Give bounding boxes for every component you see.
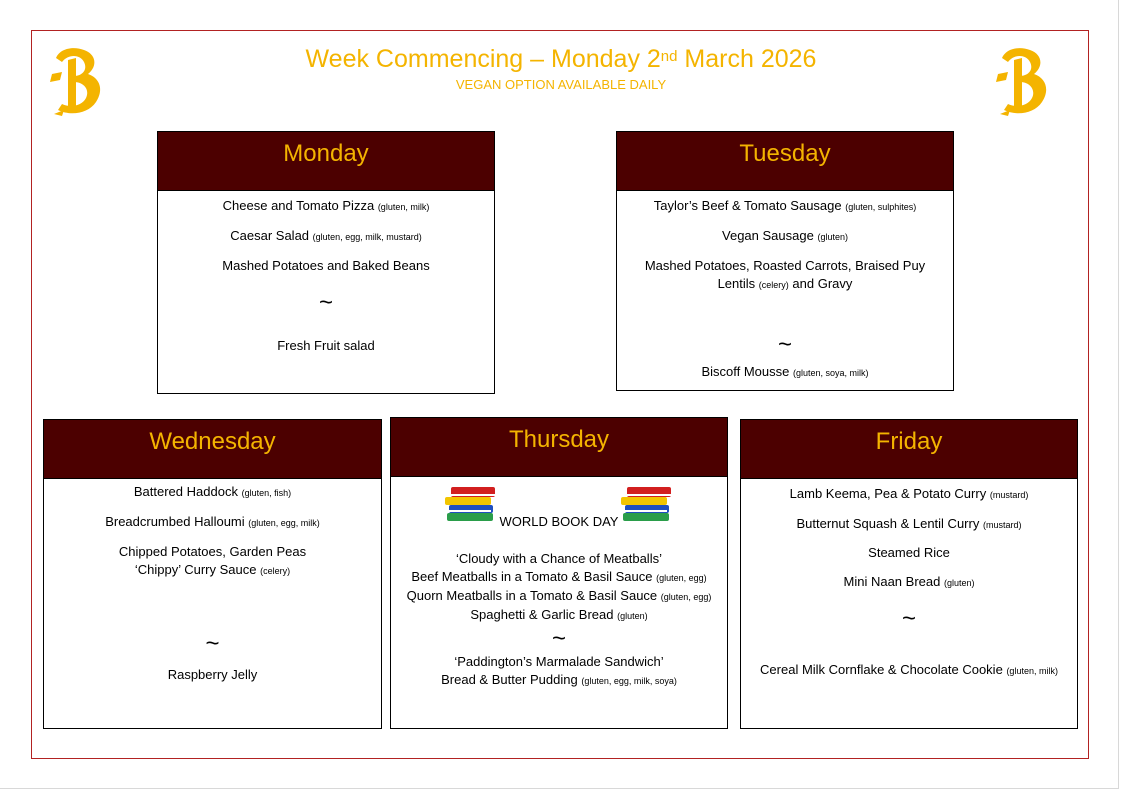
dish-name: Butternut Squash & Lentil Curry (796, 516, 980, 531)
dessert-item (751, 661, 1067, 680)
theme-title: ‘Paddington’s Marmalade Sandwich’ (454, 654, 664, 669)
dish-name: Lentils (717, 276, 756, 291)
menu-item (54, 543, 371, 561)
dish-name: Raspberry Jelly (167, 667, 258, 682)
menu-item (54, 561, 371, 580)
allergen-note: (gluten, soya, milk) (793, 368, 869, 378)
dish-name: ‘Chippy’ Curry Sauce (134, 562, 257, 577)
menu-item (751, 515, 1067, 544)
menu-item (751, 573, 1067, 603)
title-text-end: March 2026 (677, 45, 817, 73)
vegan-notice: VEGAN OPTION AVAILABLE DAILY (455, 77, 667, 92)
menu-item (627, 257, 943, 307)
dish-name: Fresh Fruit salad (277, 338, 375, 353)
dish-name: Vegan Sausage (722, 228, 814, 243)
dish-name: Biscoff Mousse (701, 364, 790, 379)
allergen-note: (gluten, egg, milk) (248, 518, 320, 528)
menu-item (168, 257, 484, 287)
allergen-note: (gluten, milk) (377, 202, 430, 212)
allergen-note: (mustard) (989, 490, 1029, 500)
allergen-note: (gluten, egg, milk, mustard) (312, 232, 422, 242)
dish-name: Lamb Keema, Pea & Potato Curry (789, 486, 987, 501)
dish-name: Mashed Potatoes and Baked Beans (222, 258, 430, 273)
event-label: WORLD BOOK DAY (499, 514, 619, 529)
dessert-item (627, 363, 943, 382)
menu-box-friday (740, 419, 1078, 729)
day-heading: Monday (158, 132, 494, 191)
dish-name: Caesar Salad (230, 228, 310, 243)
menu-item (54, 483, 371, 513)
dish-name: Taylor’s Beef & Tomato Sausage (653, 198, 842, 213)
dish-name: Quorn Meatballs in a Tomato & Basil Sauce (406, 588, 658, 603)
page-title (200, 44, 922, 74)
allergen-note: (celery) (260, 566, 291, 576)
menu-item (391, 587, 727, 606)
dish-name: Mini Naan Bread (843, 574, 941, 589)
menu-item (168, 197, 484, 227)
course-separator: ~ (777, 331, 792, 358)
dish-name: Spaghetti & Garlic Bread (470, 607, 614, 622)
allergen-note: (gluten) (617, 611, 648, 621)
dish-name: Bread & Butter Pudding (441, 672, 578, 687)
menu-item (391, 606, 727, 625)
course-separator: ~ (205, 630, 220, 657)
menu-item (751, 485, 1067, 515)
menu-item (391, 568, 727, 587)
gothic-b-logo-icon (50, 44, 108, 118)
allergen-note: (gluten, sulphites) (845, 202, 917, 212)
title-text: Week Commencing – Monday 2 (305, 45, 661, 73)
allergen-note: (mustard) (982, 520, 1022, 530)
dessert-item (168, 337, 484, 355)
title-ordinal: nd (660, 48, 678, 65)
allergen-note: (gluten, egg) (660, 592, 712, 602)
gothic-b-logo-icon (996, 44, 1054, 118)
day-heading: Tuesday (617, 132, 953, 191)
course-separator: ~ (551, 625, 566, 652)
dish-name: and Gravy (792, 276, 853, 291)
menu-box-thursday (390, 417, 728, 729)
menu-box-monday (157, 131, 495, 394)
menu-item (627, 227, 943, 257)
dish-name: Mashed Potatoes, Roasted Carrots, Braised Puy (644, 258, 926, 273)
dish-name: Beef Meatballs in a Tomato & Basil Sauce (411, 569, 653, 584)
allergen-note: (gluten, milk) (1006, 666, 1058, 676)
day-heading: Thursday (391, 418, 727, 477)
menu-item (54, 513, 371, 543)
course-separator: ~ (318, 289, 333, 316)
menu-item (627, 197, 943, 227)
dish-name: Breadcrumbed Halloumi (105, 514, 245, 529)
course-separator: ~ (901, 605, 916, 632)
dish-name: Cheese and Tomato Pizza (222, 198, 375, 213)
menu-item (168, 227, 484, 257)
dish-name: Cereal Milk Cornflake & Chocolate Cookie (760, 662, 1003, 677)
menu-box-wednesday (43, 419, 382, 729)
menu-box-tuesday (616, 131, 954, 391)
dish-name: Chipped Potatoes, Garden Peas (118, 544, 307, 559)
dessert-item (54, 666, 371, 684)
allergen-note: (gluten) (943, 578, 975, 588)
dish-name: Battered Haddock (133, 484, 238, 499)
allergen-note: (celery) (758, 280, 789, 290)
allergen-note: (gluten) (817, 232, 848, 242)
dish-name: Steamed Rice (868, 545, 950, 560)
theme-title: ‘Cloudy with a Chance of Meatballs’ (456, 551, 662, 566)
allergen-note: (gluten, egg) (656, 573, 707, 583)
day-heading: Friday (741, 420, 1077, 479)
day-heading: Wednesday (44, 420, 381, 479)
allergen-note: (gluten, egg, milk, soya) (581, 676, 677, 686)
dessert-item (391, 671, 727, 690)
menu-item (751, 544, 1067, 573)
allergen-note: (gluten, fish) (241, 488, 292, 498)
